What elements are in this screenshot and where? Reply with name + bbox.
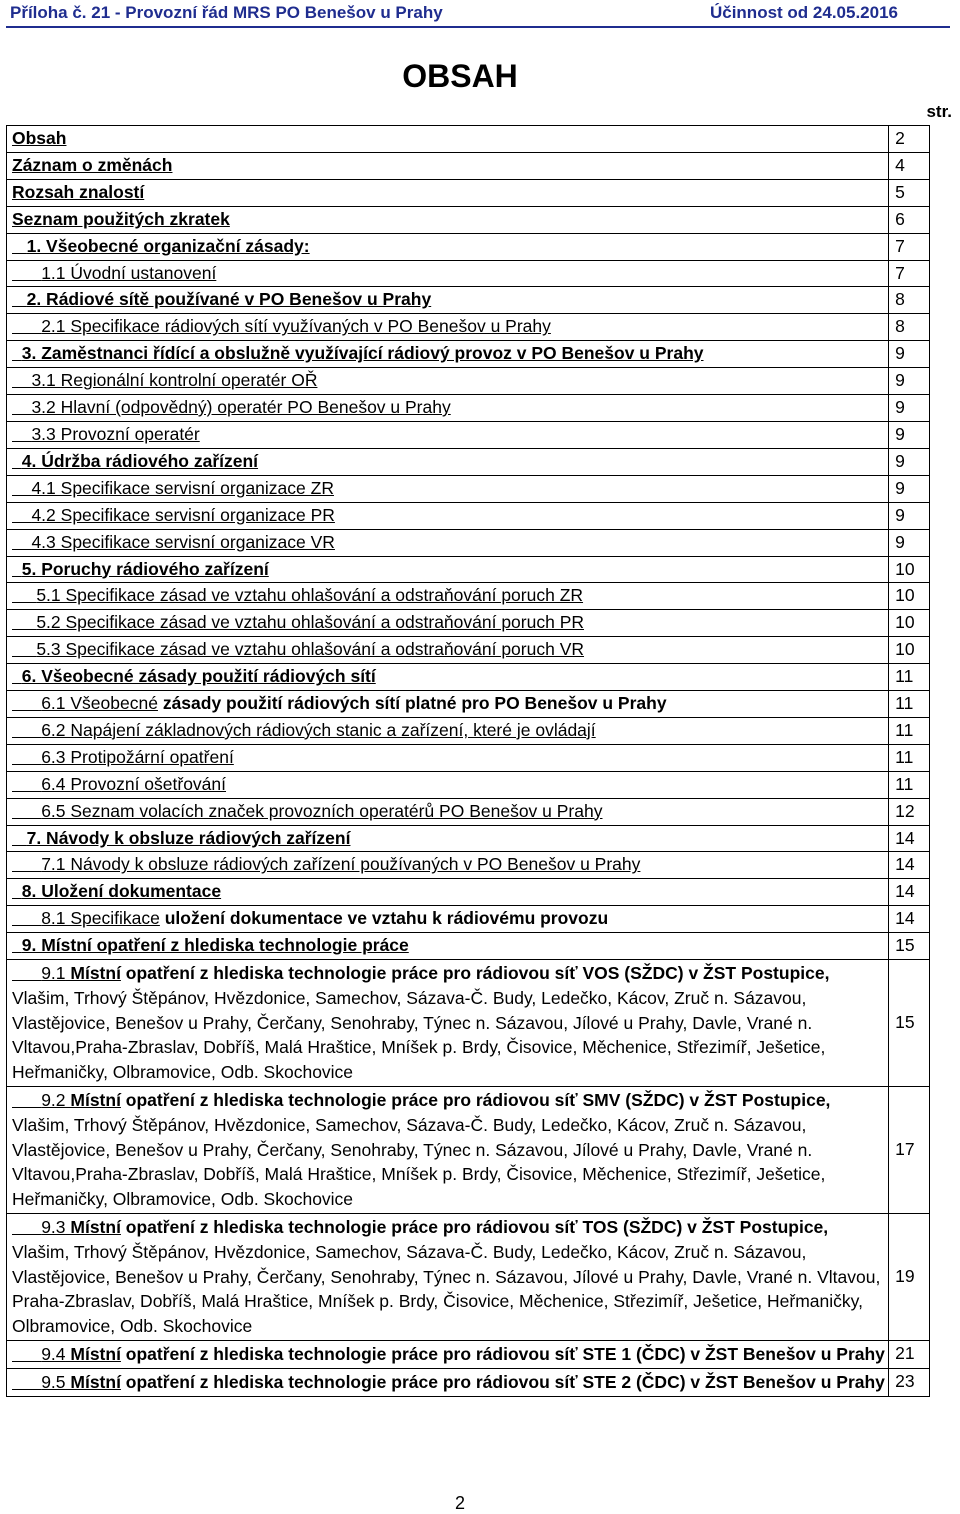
toc-entry-page: 21: [889, 1341, 930, 1369]
toc-entry-text[interactable]: [7, 314, 889, 341]
toc-row: [7, 475, 930, 502]
toc-row: [7, 1368, 930, 1396]
toc-entry-page: 14: [889, 852, 930, 879]
toc-entry-text[interactable]: [7, 395, 889, 422]
toc-entry-indent: [12, 854, 41, 874]
toc-entry-text[interactable]: [7, 206, 889, 233]
toc-entry-indent: [12, 1344, 41, 1364]
toc-entry-indent: [12, 801, 41, 821]
toc-entry-text[interactable]: [7, 1341, 889, 1369]
toc-entry-segment: 3.2 Hlavní (odpovědný) operatér PO Benešov u Prahy: [31, 397, 451, 418]
toc-entry-indent: [12, 451, 22, 471]
toc-row: [7, 206, 930, 233]
toc-entry-indent: [12, 424, 31, 444]
toc-entry-segment: 5. Poruchy rádiového zařízení: [21, 558, 269, 579]
toc-entry-text[interactable]: [7, 825, 889, 852]
toc-entry-indent: [12, 532, 31, 552]
toc-entry-page: 11: [889, 691, 930, 718]
toc-entry-indent: [12, 1217, 41, 1237]
page-title: OBSAH: [402, 58, 518, 94]
toc-entry-text[interactable]: [7, 1087, 889, 1214]
toc-row: [7, 287, 930, 314]
toc-entry-segment: zásady použití rádiových sítí platné pro PO Benešov u Prahy: [157, 693, 667, 714]
toc-row: [7, 421, 930, 448]
toc-entry-indent: [12, 316, 41, 336]
toc-entry-text[interactable]: [7, 798, 889, 825]
toc-entry-indent: [12, 370, 31, 390]
toc-row: [7, 960, 930, 1087]
toc-entry-segment: 9.1: [41, 963, 66, 984]
toc-entry-indent: [12, 720, 41, 740]
toc-entry-indent: [12, 559, 22, 579]
toc-entry-segment: 6. Všeobecné zásady použití rádiových sítí: [21, 666, 376, 687]
toc-row: [7, 933, 930, 960]
toc-row: [7, 556, 930, 583]
toc-entry-segment: 6.5 Seznam volacích značek provozních operatérů PO Benešov u Prahy: [41, 800, 603, 821]
toc-row: [7, 1087, 930, 1214]
toc-entry-text[interactable]: [7, 610, 889, 637]
toc-entry-segment: Vlašim, Trhový Štěpánov, Hvězdonice, Samechov, Sázava-Č. Budy, Ledečko, Kácov, Zruč n. Sázavou, Vlastějovice, Benešov u Prahy, Čerčany, Senohraby, Týnec n. Sázavou, Jílové u Prahy, Davle, Vrané n. Vltavou,Praha-Zbraslav, Dobříš, Malá Hraštice, Mníšek p. Brdy, Čisovice, Měchenice, Střezimíř, Ješetice, Heřmaničky, Olbramovice, Odb. Skochovice: [12, 987, 826, 1083]
toc-entry-segment: 6.2 Napájení základnových rádiových stanic a zařízení, které je ovládají: [41, 719, 596, 740]
toc-row: [7, 879, 930, 906]
toc-entry-segment: 4. Údržba rádiového zařízení: [21, 450, 259, 471]
toc-entry-indent: [12, 963, 41, 983]
toc-entry-indent: [12, 639, 36, 659]
toc-row: [7, 1214, 930, 1341]
toc-entry-indent: [12, 343, 22, 363]
header-divider: [6, 26, 950, 28]
toc-entry-text[interactable]: [7, 906, 889, 933]
toc-entry-indent: [12, 747, 41, 767]
toc-entry-segment: 9.5: [41, 1371, 66, 1392]
toc-entry-text[interactable]: [7, 260, 889, 287]
toc-entry-segment: Místní: [65, 1217, 121, 1238]
toc-entry-segment: 9.3: [41, 1217, 66, 1238]
toc-entry-page: 9: [889, 395, 930, 422]
toc-entry-indent: [12, 612, 36, 632]
toc-entry-page: 9: [889, 421, 930, 448]
toc-entry-text[interactable]: [7, 475, 889, 502]
toc-row: [7, 126, 930, 153]
header-effective-date: Účinnost od 24.05.2016: [709, 3, 898, 22]
toc-row: [7, 395, 930, 422]
toc-entry-segment: 1. Všeobecné organizační zásady:: [26, 235, 310, 256]
document-header: [0, 0, 960, 26]
toc-entry-text[interactable]: [7, 744, 889, 771]
toc-entry-segment: 3.1 Regionální kontrolní operatér OŘ: [31, 370, 318, 391]
toc-entry-indent: [12, 263, 41, 283]
toc-entry-segment: 7.1 Návody k obsluze rádiových zařízení používaných v PO Benešov u Prahy: [41, 854, 641, 875]
toc-entry-segment: 9.2: [41, 1090, 66, 1111]
toc-table: [6, 125, 930, 1397]
toc-entry-text[interactable]: [7, 691, 889, 718]
toc-entry-text[interactable]: [7, 179, 889, 206]
toc-entry-page: 12: [889, 798, 930, 825]
toc-row: [7, 825, 930, 852]
toc-entry-page: 17: [889, 1087, 930, 1214]
toc-entry-page: 14: [889, 879, 930, 906]
toc-entry-page: 8: [889, 314, 930, 341]
toc-entry-page: 9: [889, 529, 930, 556]
toc-row: [7, 664, 930, 691]
toc-entry-segment: Místní: [65, 1090, 121, 1111]
toc-entry-segment: Záznam o změnách: [12, 154, 173, 175]
toc-entry-text[interactable]: [7, 502, 889, 529]
toc-row: [7, 314, 930, 341]
toc-entry-text[interactable]: [7, 448, 889, 475]
toc-entry-indent: [12, 1372, 41, 1392]
toc-entry-text[interactable]: [7, 152, 889, 179]
header-document-title: Příloha č. 21 - Provozní řád MRS PO Benešov u Prahy: [10, 3, 443, 22]
toc-entry-segment: 9.4: [41, 1344, 66, 1365]
toc-row: [7, 637, 930, 664]
toc-row: [7, 906, 930, 933]
toc-row: [7, 717, 930, 744]
toc-entry-segment: Vlašim, Trhový Štěpánov, Hvězdonice, Samechov, Sázava-Č. Budy, Ledečko, Kácov, Zruč n. Sázavou, Vlastějovice, Benešov u Prahy, Čerčany, Senohraby, Týnec n. Sázavou, Jílové u Prahy, Davle, Vrané n. Vltavou,Praha-Zbraslav, Dobříš, Malá Hraštice, Mníšek p. Brdy, Čisovice, Měchenice, Střezimíř, Ješetice, Heřmaničky, Olbramovice, Odb. Skochovice: [12, 1114, 826, 1210]
toc-entry-page: 2: [889, 126, 930, 153]
toc-entry-indent: [12, 505, 31, 525]
toc-entry-segment: 8.1 Specifikace: [41, 908, 160, 929]
toc-entry-segment: 6.3 Protipožární opatření: [41, 746, 234, 767]
toc-entry-page: 10: [889, 637, 930, 664]
toc-entry-segment: Obsah: [12, 128, 67, 148]
toc-entry-segment: 5.1 Specifikace zásad ve vztahu ohlašování a odstraňování poruch ZR: [36, 585, 584, 606]
toc-entry-indent: [12, 935, 22, 955]
toc-entry-text[interactable]: [7, 556, 889, 583]
toc-entry-text[interactable]: [7, 583, 889, 610]
toc-entry-indent: [12, 585, 36, 605]
toc-entry-page: 7: [889, 260, 930, 287]
toc-entry-segment: 7. Návody k obsluze rádiových zařízení: [26, 827, 351, 848]
toc-entry-segment: 2.1 Specifikace rádiových sítí využívaných v PO Benešov u Prahy: [41, 316, 551, 337]
toc-entry-text[interactable]: [7, 771, 889, 798]
toc-entry-page: 15: [889, 960, 930, 1087]
toc-entry-page: 6: [889, 206, 930, 233]
page-column-label: str.: [926, 102, 952, 121]
toc-entry-page: 11: [889, 664, 930, 691]
toc-entry-text[interactable]: [7, 960, 889, 1087]
toc-entry-indent: [12, 289, 27, 309]
toc-row: [7, 529, 930, 556]
toc-row: [7, 260, 930, 287]
toc-entry-segment: 3. Zaměstnanci řídící a obslužně využívající rádiový provoz v PO Benešov u Prahy: [21, 343, 704, 364]
toc-entry-segment: 6.1 Všeobecné: [41, 693, 158, 714]
toc-entry-segment: 4.2 Specifikace servisní organizace PR: [31, 504, 335, 525]
toc-entry-text[interactable]: [7, 879, 889, 906]
toc-row: [7, 583, 930, 610]
toc-row: [7, 179, 930, 206]
toc-body: [7, 126, 930, 1397]
toc-entry-segment: opatření z hlediska technologie práce pro rádiovou síť TOS (SŽDC) v ŽST Postupice,: [120, 1217, 829, 1238]
toc-entry-indent: [12, 693, 41, 713]
toc-row: [7, 341, 930, 368]
toc-row: [7, 744, 930, 771]
toc-entry-indent: [12, 774, 41, 794]
toc-entry-page: 10: [889, 556, 930, 583]
toc-entry-text[interactable]: [7, 1214, 889, 1341]
toc-entry-indent: [12, 1090, 41, 1110]
toc-entry-page: 9: [889, 368, 930, 395]
toc-entry-page: 7: [889, 233, 930, 260]
toc-entry-segment: Místní: [65, 963, 121, 984]
toc-entry-text[interactable]: [7, 637, 889, 664]
toc-row: [7, 502, 930, 529]
toc-entry-segment: 6.4 Provozní ošetřování: [41, 773, 227, 794]
toc-entry-indent: [12, 236, 27, 256]
toc-row: [7, 152, 930, 179]
toc-entry-text[interactable]: [7, 368, 889, 395]
toc-entry-segment: Místní: [65, 1344, 121, 1365]
toc-entry-segment: 4.1 Specifikace servisní organizace ZR: [31, 477, 334, 498]
toc-entry-page: 10: [889, 583, 930, 610]
toc-entry-page: 9: [889, 502, 930, 529]
toc-entry-segment: opatření z hlediska technologie práce pro rádiovou síť STE 2 (ČDC) v ŽST Benešov u Prahy: [120, 1371, 885, 1392]
toc-entry-text[interactable]: [7, 717, 889, 744]
toc-row: [7, 798, 930, 825]
toc-entry-segment: 4.3 Specifikace servisní organizace VR: [31, 531, 335, 552]
toc-row: [7, 771, 930, 798]
toc-entry-text[interactable]: [7, 664, 889, 691]
toc-entry-page: 10: [889, 610, 930, 637]
toc-entry-segment: 5.2 Specifikace zásad ve vztahu ohlašování a odstraňování poruch PR: [36, 612, 585, 633]
toc-row: [7, 852, 930, 879]
toc-entry-page: 5: [889, 179, 930, 206]
toc-entry-indent: [12, 908, 41, 928]
toc-entry-text[interactable]: [7, 852, 889, 879]
toc-entry-segment: Vlašim, Trhový Štěpánov, Hvězdonice, Samechov, Sázava-Č. Budy, Ledečko, Kácov, Zruč n. Sázavou, Vlastějovice, Benešov u Prahy, Čerčany, Senohraby, Týnec n. Sázavou, Jílové u Prahy, Davle, Vrané n. Vltavou, Praha-Zbraslav, Dobříš, Malá Hraštice, Mníšek p. Brdy, Čisovice, Měchenice, Střezimíř, Ješetice, Heřmaničky, Olbramovice, Odb. Skochovice: [12, 1241, 881, 1337]
toc-entry-indent: [12, 666, 22, 686]
toc-entry-text[interactable]: [7, 126, 889, 153]
toc-entry-indent: [12, 828, 27, 848]
toc-entry-segment: Místní: [65, 1371, 121, 1392]
toc-entry-segment: opatření z hlediska technologie práce pro rádiovou síť STE 1 (ČDC) v ŽST Benešov u Prahy: [120, 1344, 885, 1365]
toc-entry-page: 9: [889, 448, 930, 475]
toc-entry-segment: uložení dokumentace ve vztahu k rádiovému provozu: [159, 908, 609, 929]
toc-entry-page: 15: [889, 933, 930, 960]
toc-entry-text[interactable]: [7, 233, 889, 260]
toc-entry-page: 23: [889, 1368, 930, 1396]
toc-entry-segment: 1.1 Úvodní ustanovení: [41, 262, 217, 283]
toc-entry-segment: Seznam použitých zkratek: [12, 208, 230, 229]
toc-entry-segment: Rozsah znalostí: [12, 181, 145, 202]
toc-entry-text[interactable]: [7, 287, 889, 314]
toc-row: [7, 1341, 930, 1369]
toc-row: [7, 610, 930, 637]
toc-entry-text[interactable]: [7, 529, 889, 556]
toc-entry-page: 14: [889, 825, 930, 852]
footer-page-number: 2: [454, 1493, 465, 1513]
toc-entry-page: 14: [889, 906, 930, 933]
toc-entry-page: 11: [889, 771, 930, 798]
toc-row: [7, 691, 930, 718]
toc-entry-segment: 5.3 Specifikace zásad ve vztahu ohlašování a odstraňování poruch VR: [36, 639, 585, 660]
toc-entry-page: 19: [889, 1214, 930, 1341]
toc-entry-segment: 8. Uložení dokumentace: [21, 881, 222, 902]
toc-entry-segment: opatření z hlediska technologie práce pro rádiovou síť SMV (SŽDC) v ŽST Postupice,: [120, 1090, 831, 1111]
toc-row: [7, 368, 930, 395]
toc-entry-page: 8: [889, 287, 930, 314]
toc-row: [7, 233, 930, 260]
toc-entry-segment: opatření z hlediska technologie práce pro rádiovou síť VOS (SŽDC) v ŽST Postupice,: [120, 963, 830, 984]
toc-entry-indent: [12, 397, 31, 417]
toc-entry-indent: [12, 478, 31, 498]
toc-entry-page: 9: [889, 341, 930, 368]
toc-entry-text[interactable]: [7, 341, 889, 368]
toc-entry-segment: 9. Místní opatření z hlediska technologie práce: [21, 935, 409, 956]
toc-entry-page: 4: [889, 152, 930, 179]
toc-entry-text[interactable]: [7, 933, 889, 960]
toc-entry-segment: 3.3 Provozní operatér: [31, 423, 200, 444]
toc-entry-page: 11: [889, 717, 930, 744]
toc-entry-page: 9: [889, 475, 930, 502]
toc-row: [7, 448, 930, 475]
toc-entry-text[interactable]: [7, 421, 889, 448]
toc-entry-text[interactable]: [7, 1368, 889, 1396]
toc-entry-segment: 2. Rádiové sítě používané v PO Benešov u Prahy: [26, 289, 432, 310]
toc-entry-indent: [12, 881, 22, 901]
toc-entry-page: 11: [889, 744, 930, 771]
